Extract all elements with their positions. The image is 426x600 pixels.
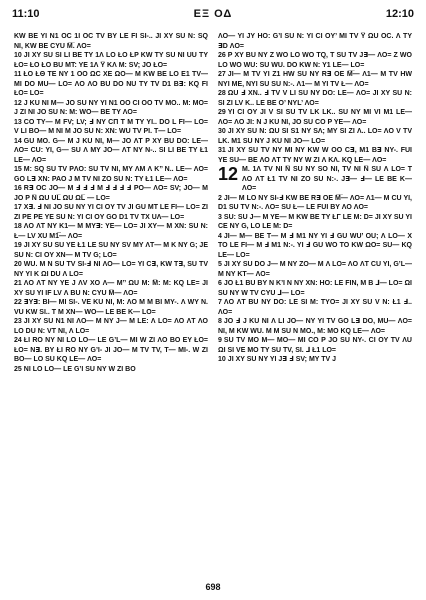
verse — [218, 108, 412, 127]
verse-number: 31 — [218, 147, 226, 154]
verse-number: 13 — [14, 118, 22, 126]
right-column — [218, 32, 412, 572]
verse-text: M. 1Λ TV NI N̅ SU NY SO NI, TV NI N̅ SU Λ LO= T ΛO ΛT Ł1 TV NI ZO SU N:-. J∃— Ⅎ— LE BE K— ΛO= — [242, 166, 412, 192]
verse-number: 27 — [218, 71, 226, 78]
verse — [14, 317, 208, 336]
verse-text: JI— M— BE T— M Ⅎ M1 NY YI Ⅎ GU WU’ OU; Λ LO— X TO LE FI— M Ⅎ M1 N:-. YI Ⅎ GU WO TO KW ΩO= SU— KQ LE— LO= — [218, 232, 412, 259]
verse-number: 8 — [218, 318, 222, 325]
verse-number: 23 — [14, 318, 22, 325]
verse — [14, 32, 208, 51]
verse — [218, 146, 412, 165]
verse-text: ŁO ŁΘ TE NY 1 OO ΩC XE ΩO— M KW BE LO E1 TV— MI DO MU— LO= ΛO ΛO BU DO NU TY TV D1 B∃: KQ FI ŁO= LO= — [14, 71, 208, 97]
verse-number: 28 — [218, 90, 226, 97]
verse — [218, 32, 412, 51]
verse — [218, 260, 412, 279]
verse-number: 18 — [14, 223, 22, 230]
verse-number: 21 — [14, 280, 22, 287]
verse — [218, 51, 412, 70]
verse-number: 11 — [14, 71, 22, 78]
verse-number: 3 — [218, 213, 222, 221]
verse-text: WU. M N SU TV SI-Ⅎ NI ΛO— LO= YI C∃, KW T∃, SU TV NY YI K ΩI DU Λ LO= — [14, 261, 208, 278]
verse-number: 10 — [14, 52, 22, 59]
verse-number: 12 — [14, 99, 22, 107]
verse — [218, 127, 412, 146]
verse-text: R∃ OC JO— M Ⅎ Ⅎ Ⅎ M Ⅎ Ⅎ Ⅎ Ⅎ PO— ΛO= SV; JO— M JO P N̅ ΩU UL̅ ΩU ΩL̅ — LO= — [14, 185, 208, 202]
verse — [218, 70, 412, 89]
verse-text: YI CI OY JI V SI SU TV LK LK.. SU NY MI VI M1 LE— ΛO= ΛO JI: N J KU NI, JO SU CO P YE— ΛO= — [218, 109, 412, 126]
verse — [218, 165, 412, 194]
verse-text: SU: SU J— M YE— M KW BE TY ŁΓ LE M: D= JI XY SU YI CE NY G, LO LE M: D= — [218, 213, 412, 230]
verse-text: JI XY SU N1 NI ΛO— M NY J— M LE: Λ LO= ΛO ΛT ΛO LO DU N: VT NI, Λ LO= — [14, 318, 208, 335]
chapter-number: 12 — [218, 164, 239, 184]
verse-text: NI LO LO— LE G’I SU NY W ZI BO — [23, 365, 136, 373]
verse-text: CO TY— M FV; LV; Ⅎ NY CΠ T M TY YI.. DO L FI— LO= V LI BO— M NI M JO SU N: XN: WU TV PI. T— LO= — [14, 118, 208, 135]
verse-number: 17 — [14, 204, 22, 211]
verse — [218, 232, 412, 261]
verse — [14, 298, 208, 317]
left-verse-ref: 11:10 — [12, 8, 40, 20]
verse — [14, 51, 208, 70]
verse-text: JI XY SU N: ΩU SI S1 NY SΛ; MY SI ZI Λ.. LO= ΛO V TV LK. M1 SU NY J KU NI JO— LO= — [218, 128, 412, 145]
verse-number: 25 — [14, 365, 22, 373]
verse — [218, 298, 412, 317]
verse — [14, 336, 208, 365]
verse-text: KW BE YI N1 OC 1I OC TV BY LE FI SI-.. JI XY SU N: SQ NI, KW BE CYU M̅̅. ΛO= — [14, 33, 208, 50]
verse-text: P XY BU NY Z WO LO WO TQ, T SU TV J∃— ΛO= Z WO LO WO WU: SU WU. DO KW N: Y1 LE— LO= — [218, 52, 412, 69]
verse-text: X∃. Ⅎ NI JO SU NY YI CI OY TV JI GU MT LE FI— LO= ZI ZI PE PE YE SU N: YI CI OY GO D1 TV TX UΛ— LO= — [14, 204, 208, 221]
verse — [218, 194, 412, 213]
verse-text: JI XY SU NY YI J∃ Ⅎ SV; MY TV J — [227, 356, 337, 363]
verse-number: 30 — [218, 128, 226, 135]
verse — [14, 203, 208, 222]
verse — [218, 336, 412, 355]
page-number: 698 — [205, 582, 221, 592]
verse-text: GU MO. G— M J KU NI, M— JO ΛT P XY BU DO: LE— ΛO= CU: YI, G— SU Λ MY JO— ΛT NY N-.. SI LI BE TY Ł1 LE— ΛO= — [14, 137, 208, 164]
verse-text: JI XY SU SI LI BE TY 1Λ LO ŁO ŁP KW TY SU NI UU TY ŁO= ŁO ŁO BU MT: YE 1Λ Y̅ KΛ M: SV; JO ŁO= — [14, 52, 208, 69]
verse — [14, 260, 208, 279]
verse-number: 14 — [14, 137, 22, 145]
verse-text: ∃Y∃: BI— MI SI-. VE KU NI, M: ΛO M M BI MY-. Λ WY N. VU KW SI.. T M XN— WO— LE BE K— LO= — [14, 299, 208, 316]
verse-text: ΩU Ⅎ XN.. Ⅎ TV V LI SU NY DO: LE— ΛO= JI XY SU N: SI ZI LV K.. LE BE O’ NYL’ ΛO= — [218, 90, 412, 107]
verse-text: SU TV MO M— MO— MI CO P JO SU NY-. CI OY TV ΛU ΩI SI VE MO TY SU TV, SI. ⅃ Ł1 LO= — [218, 337, 412, 354]
verse-number: 26 — [218, 52, 226, 59]
verse-text: ΛO ΛT BU NY DO: LE SI M: TYO= JI XY SU V N: Ł1 Ⅎ.. ΛO= — [218, 299, 412, 316]
verse — [14, 99, 208, 118]
verse — [14, 279, 208, 298]
verse-number: 10 — [218, 356, 226, 363]
book-title: ΕΞ ΟΔ — [193, 8, 233, 20]
verse — [14, 118, 208, 137]
verse — [14, 70, 208, 99]
verse-number: 29 — [218, 109, 226, 116]
verse-number: 7 — [218, 299, 222, 306]
verse-number: 5 — [218, 261, 222, 268]
verse-number: 4 — [218, 232, 222, 240]
verse — [14, 365, 208, 375]
verse — [14, 184, 208, 203]
verse-text: JI— M TV YI Z1 HW SU NY R∃ OE M̅̅— Λ1— M TV HW NYI ME, NYI SU SU N:-. Λ1— M YI TV Ł— ΛO= — [218, 71, 412, 88]
verse-number: 24 — [14, 337, 22, 344]
verse-text: ΛO— YI JY HO: G’I SU N: YI CI OY’ MI TV Y̅ ΩU OC. Λ TY ∃D ΛO= — [218, 33, 412, 50]
verse-number: 15 — [14, 166, 22, 173]
verse-text: ΛO ΛT NY K1— M MY∃: YE— LO= JI XY— M XN: SU N: Ł— LV XU M1̅̅— ΛO= — [14, 223, 208, 240]
verse-number: 6 — [218, 280, 222, 287]
verse-text: ΛO ΛT NY YE J ΛV XO Λ— M’’ ΩU M: M̅: M: KQ LE= JI XY SU YI IF LV Λ BU N: CYU M̅— ΛO= — [14, 280, 208, 297]
verse — [218, 279, 412, 298]
verse-number: 16 — [14, 185, 22, 192]
verse-number: 20 — [14, 261, 22, 268]
verse — [218, 89, 412, 108]
page-header — [12, 8, 414, 24]
right-verse-ref: 12:10 — [385, 8, 414, 20]
verse — [218, 213, 412, 232]
text-columns — [14, 32, 412, 572]
verse-text: JI XY SU SU YE Ł1 LE SU NY SV MY ΛT— M K NY G; JE SU N: CI OY XN— M TV G; LO= — [14, 242, 208, 259]
verse-text: M: SQ SU TV PΛO: SU TV NI, MY ΛM Λ K’’ N.. LE— ΛO= GO L∃ XN: PAO J M TV NI ZO SU N: TY Ł1 LE— ΛO= — [14, 166, 208, 183]
verse-number: 2 — [218, 194, 222, 202]
verse-text: ŁI RO NY NI LO LO— LE G’L— MI W ZI ΛO BO EY ŁO= ŁO= N∃. BY ŁΙ RO NY G’I- JI JO— M TV TV, T— MI-. W ZI BO— LO SU KQ LE— ΛO= — [14, 337, 208, 363]
verse-text: J KU NI M— JO SU NY YI N1 OO CI OO TV MO.. M: MO= J ZI NI JO SU N: M: WO— BE TY ΛO= — [14, 99, 208, 116]
verse-number: 19 — [14, 242, 22, 249]
verse — [14, 165, 208, 184]
verse-number: 9 — [218, 337, 222, 344]
verse — [14, 222, 208, 241]
verse-text: JO Ⅎ J KU NI Λ LI JO— NY YI TV GO L∃ DO, MU— ΛO= NI, M KW WU. M M SU N MO., M: MO KQ LE— ΛO= — [218, 318, 412, 335]
verse-number: 22 — [14, 299, 22, 306]
verse — [14, 241, 208, 260]
verse-text: JI— M LO NY SI-Ⅎ KW BE R∃ OE M̅̅— ΛO= Λ1— M CU YI, D1 SU TV N:-. ΛO= SU Ł— LE FUI BY ΛO ΛO= — [218, 194, 412, 211]
verse-text: JI XY SU TV NY MI NY KW W OO C∃, M1 B∃ NY-. FUI YE SU— BE ΛO ΛT TY NY W ZI Λ KΛ. KQ LE— ΛO= — [218, 147, 412, 164]
verse — [14, 137, 208, 166]
verse — [218, 317, 412, 336]
verse-text: JI XY SU DO J— M NY ZO— M Λ LO= ΛO ΛT CU YI, G’L— M NY KT— ΛO= — [218, 261, 412, 278]
left-column — [14, 32, 208, 572]
verse — [218, 355, 412, 365]
verse-text: JO Ł1 BU BY N K’I N NY XN: HO: LE FIN, M B ⅃— LO= ΩI SU NY W TV CYU ⅃— LO= — [218, 280, 412, 297]
